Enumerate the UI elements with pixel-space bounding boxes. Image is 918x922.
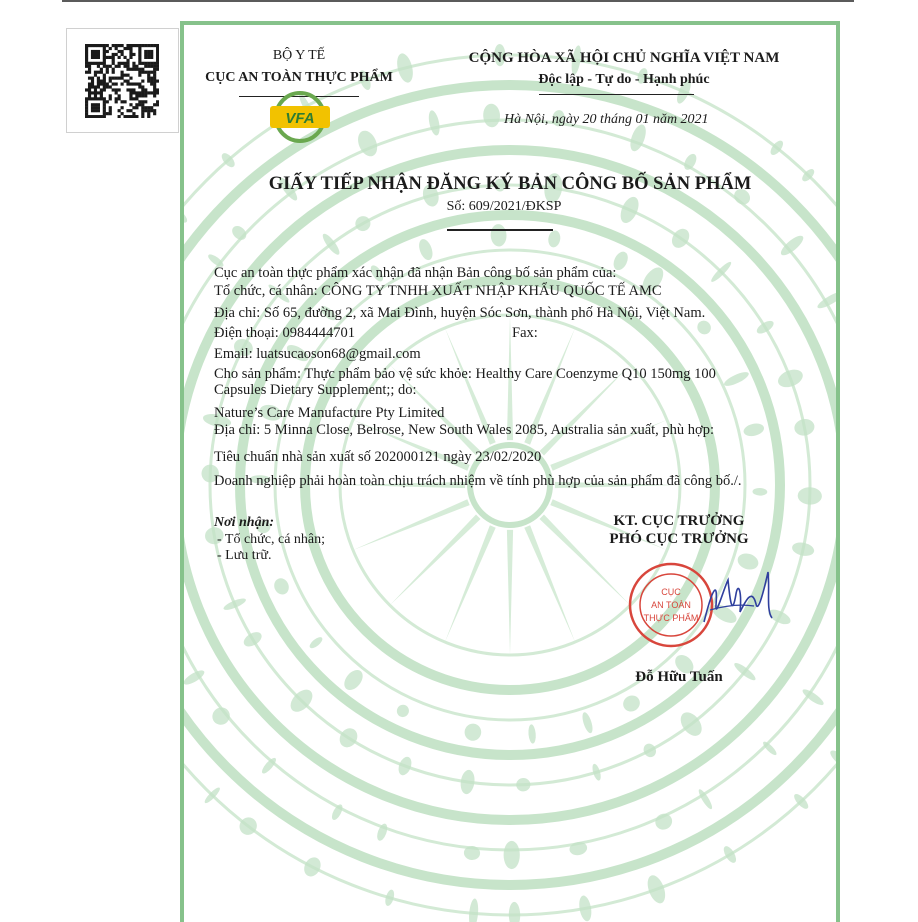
national-motto: Độc lập - Tự do - Hạnh phúc [538, 72, 710, 87]
country-title: CỘNG HÒA XÃ HỘI CHỦ NGHĨA VIỆT NAM [468, 50, 780, 66]
address-line: Địa chỉ: Số 65, đường 2, xã Mai Đình, huyện Sóc Sơn, thành phố Hà Nội, Việt Nam. [214, 305, 706, 321]
recipient-item: - Tổ chức, cá nhân; [217, 532, 326, 547]
stamp-text-2: AN TOÀN [651, 600, 691, 610]
product-line-1: Cho sản phẩm: Thực phẩm bảo vệ sức khỏe: Healthy Care Coenzyme Q10 150mg 100 [214, 366, 716, 382]
place-date: Hà Nội, ngày 20 tháng 01 năm 2021 [504, 112, 709, 127]
recipient-item: - Lưu trữ. [217, 548, 272, 563]
fax-line: Fax: [512, 325, 538, 341]
page-top-rule [62, 0, 854, 2]
title-underline [447, 229, 553, 231]
qr-code-icon [85, 44, 159, 118]
standard-line: Tiêu chuẩn nhà sản xuất số 202000121 ngày 23/02/2020 [214, 449, 542, 465]
recipients-heading: Nơi nhận: [214, 515, 275, 530]
ministry-name: BỘ Y TẾ [272, 48, 326, 63]
vfa-logo-icon [256, 91, 344, 143]
responsibility-line: Doanh nghiệp phải hoàn toàn chịu trách nhiệm về tính phù hợp của sản phẩm đã công bố./. [214, 473, 742, 489]
signature-icon [694, 560, 784, 640]
document-number: Số: 609/2021/ĐKSP [446, 199, 562, 214]
stamp-text-3: THỰC PHẨM [643, 613, 699, 623]
product-line-2: Capsules Dietary Supplement;; do: [214, 382, 417, 398]
signer-name: Đỗ Hữu Tuấn [635, 669, 723, 685]
certificate-document [180, 21, 840, 922]
stamp-text-1: CỤC [661, 587, 681, 597]
motto-underline [539, 94, 694, 95]
manufacturer-line: Nature’s Care Manufacture Pty Limited [214, 405, 445, 421]
manufacturer-address-line: Địa chỉ: 5 Minna Close, Belrose, New South Wales 2085, Australia sản xuất, phù hợp: [214, 422, 714, 438]
agency-name: CỤC AN TOÀN THỰC PHẨM [205, 70, 393, 85]
organization-line: Tổ chức, cá nhân: CÔNG TY TNHH XUẤT NHẬP KHẨU QUỐC TẾ AMC [214, 283, 662, 299]
email-line: Email: luatsucaoson68@gmail.com [214, 346, 421, 362]
qr-code-frame [66, 28, 179, 133]
logo-text: VFA [285, 110, 315, 127]
document-title: GIẤY TIẾP NHẬN ĐĂNG KÝ BẢN CÔNG BỐ SẢN PHẨM [268, 174, 752, 194]
intro-line: Cục an toàn thực phẩm xác nhận đã nhận Bản công bố sản phẩm của: [214, 265, 617, 281]
signer-role-1: KT. CỤC TRƯỞNG [613, 513, 745, 529]
phone-line: Điện thoại: 0984444701 [214, 325, 355, 341]
signer-role-2: PHÓ CỤC TRƯỞNG [609, 531, 749, 547]
